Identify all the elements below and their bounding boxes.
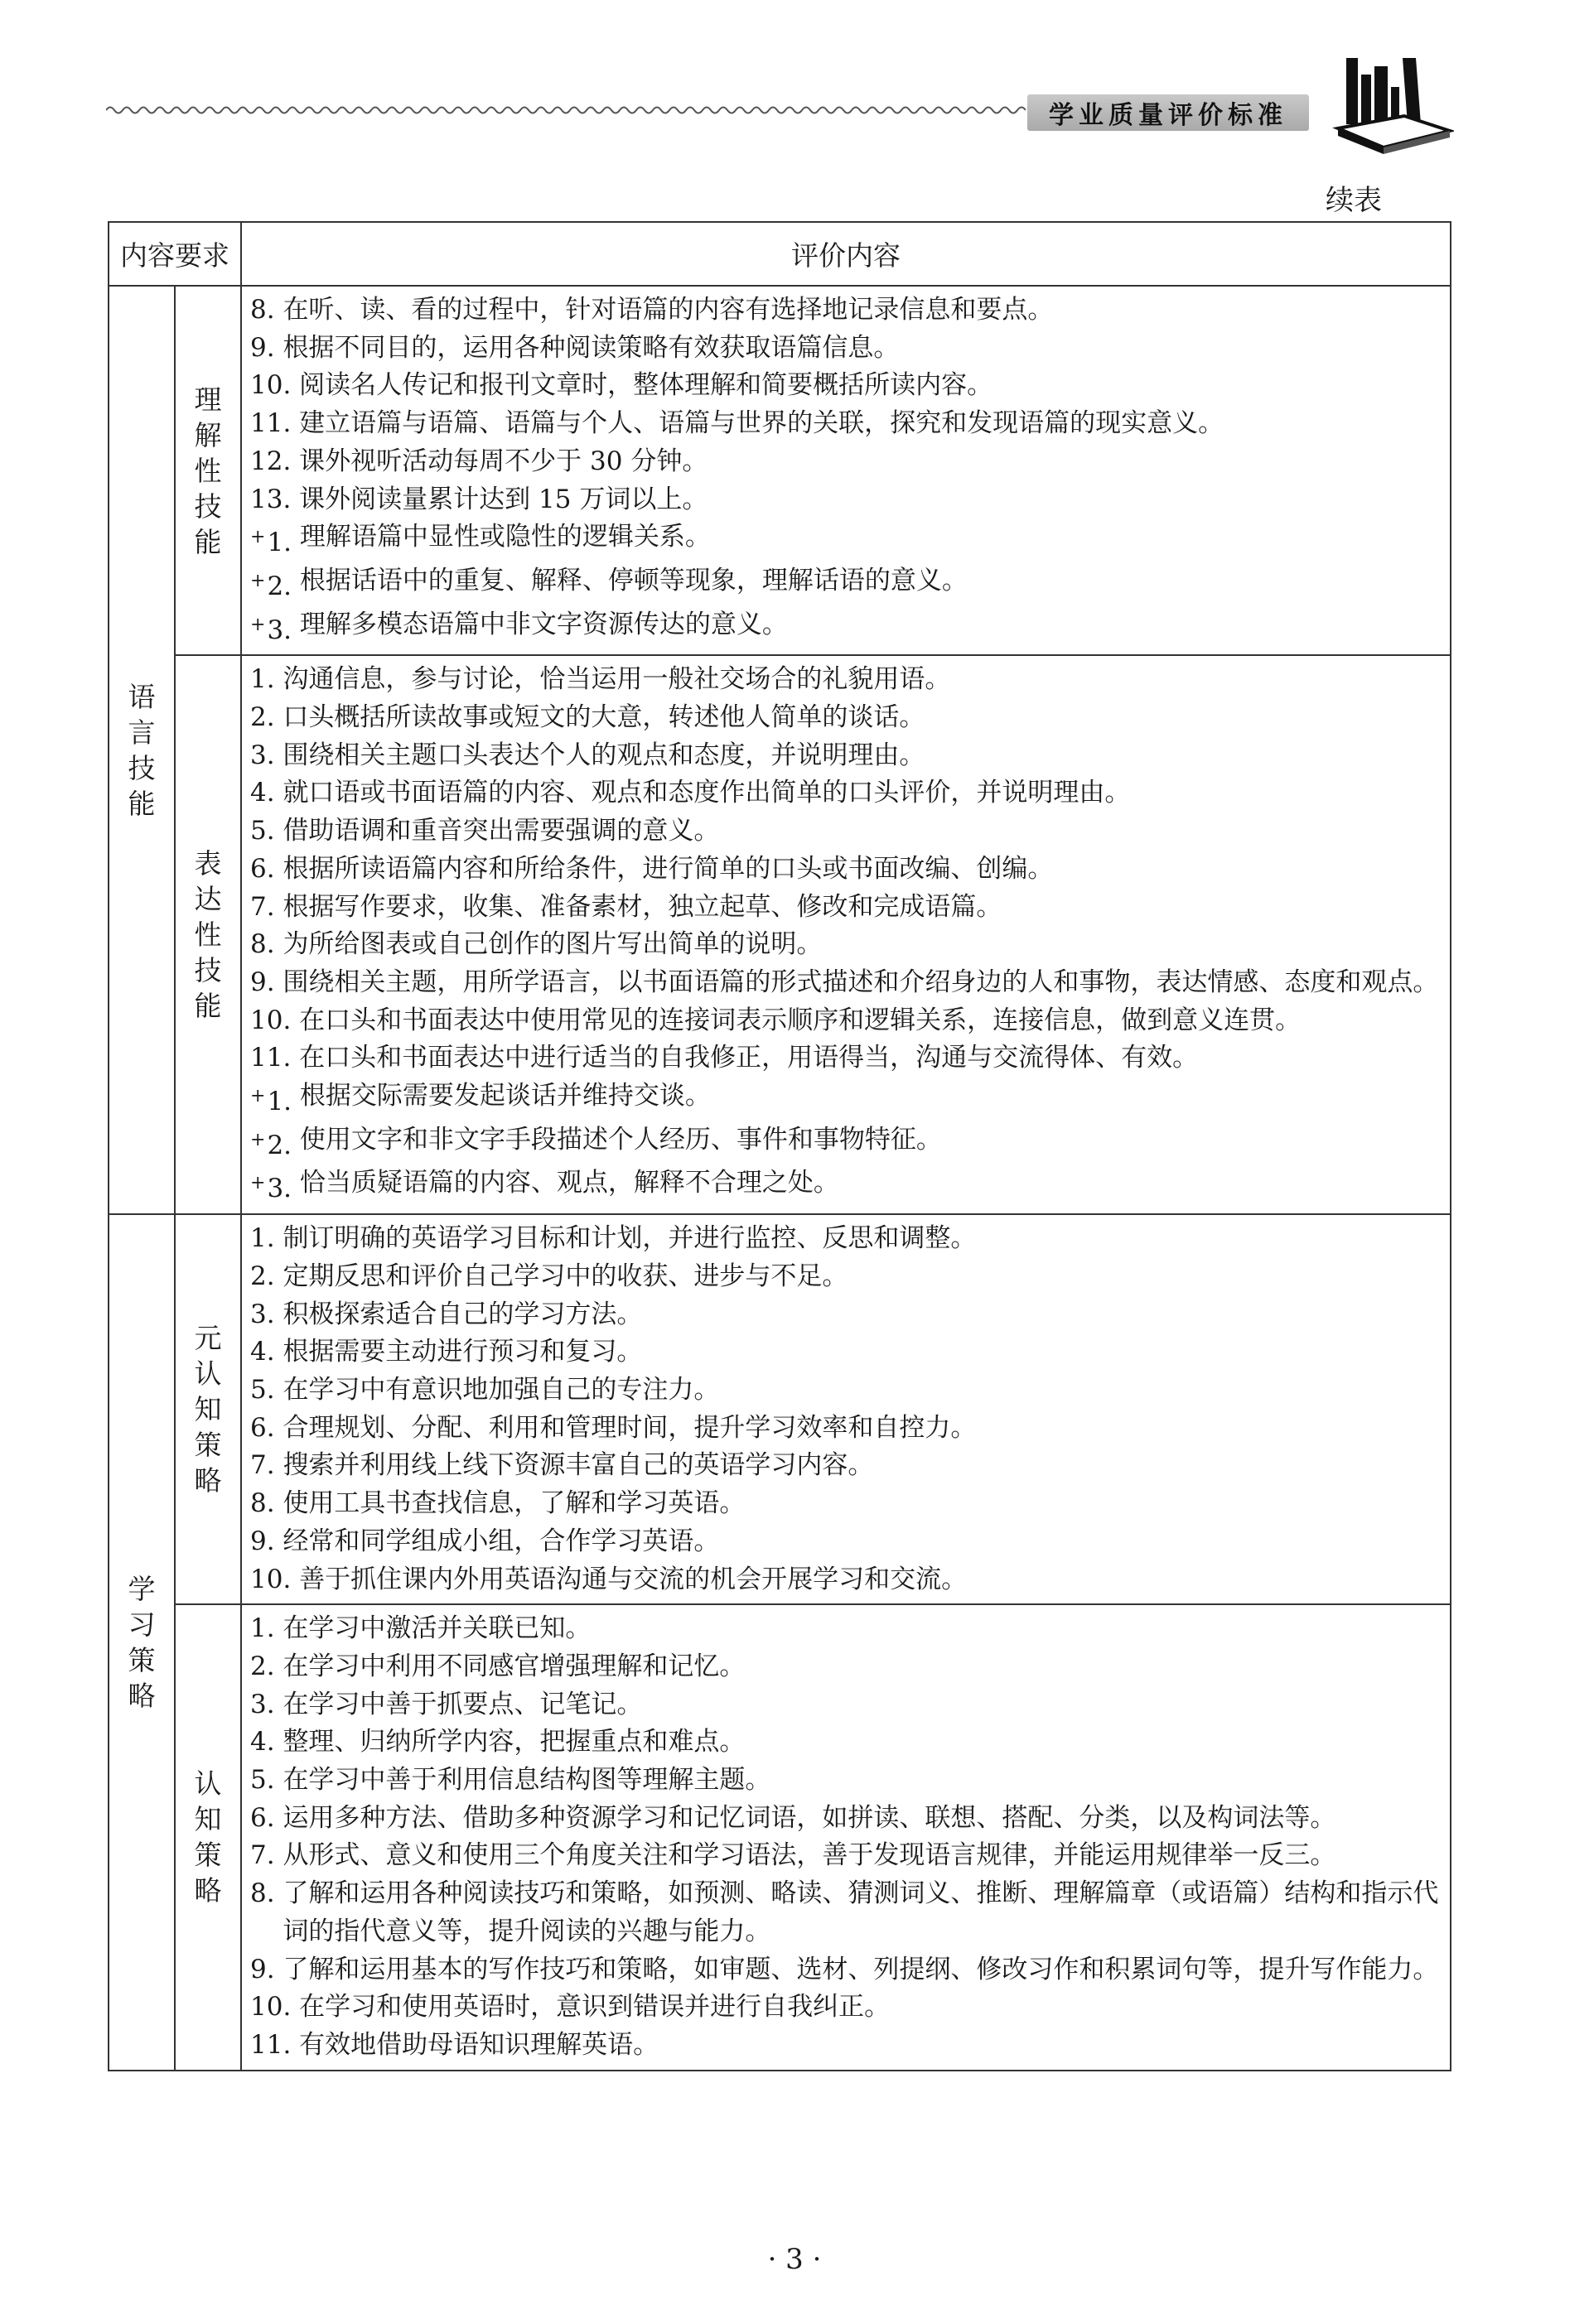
list-item <box>250 1561 1442 1599</box>
list-item <box>250 2027 1442 2065</box>
list-item <box>250 774 1442 812</box>
item-number <box>250 1648 283 1686</box>
subgroup-label: 元认知策略 <box>194 1322 222 1497</box>
item-number <box>250 481 299 519</box>
item-number <box>250 774 283 812</box>
list-item <box>250 562 1442 606</box>
item-text: 口头概括所读故事或短文的大意，转述他人简单的谈话。 <box>283 702 925 733</box>
item-number-text: 9. <box>250 1954 275 1984</box>
item-number-text: 5. <box>250 1765 275 1796</box>
item-number <box>250 1121 300 1165</box>
item-number-text: 1. <box>267 528 292 558</box>
item-number <box>250 1485 283 1523</box>
group-cell <box>109 286 175 1214</box>
list-item <box>250 1989 1442 2027</box>
books-logo-icon <box>1330 50 1454 157</box>
item-number <box>250 1724 283 1762</box>
item-text: 课外视听活动每周不少于 30 分钟。 <box>299 446 708 476</box>
item-text: 围绕相关主题，用所学语言，以书面语篇的形式描述和介绍身边的人和事物，表达情感、态度和观点。 <box>283 967 1439 997</box>
item-number-text: 11. <box>250 408 292 439</box>
list-item <box>250 1164 1442 1208</box>
item-number <box>250 812 283 851</box>
item-number <box>250 964 283 1002</box>
item-number-text: 9. <box>250 332 275 363</box>
item-number <box>250 330 283 368</box>
item-number <box>250 562 300 606</box>
list-item <box>250 1875 1442 1950</box>
item-text: 课外阅读量累计达到 15 万词以上。 <box>299 484 708 514</box>
item-text: 在口头和书面表达中使用常见的连接词表示顺序和逻辑关系，连接信息，做到意义连贯。 <box>299 1005 1302 1035</box>
list-item <box>250 1800 1442 1838</box>
item-number <box>250 518 300 562</box>
list-item <box>250 1485 1442 1523</box>
list-item <box>250 1648 1442 1686</box>
item-text: 沟通信息，参与讨论，恰当运用一般社交场合的礼貌用语。 <box>283 664 951 695</box>
list-item <box>250 1410 1442 1448</box>
item-number-text: 10. <box>250 1005 292 1035</box>
list-item <box>250 292 1442 330</box>
item-text: 运用多种方法、借助多种资源学习和记忆词语，如拼读、联想、搭配、分类，以及构词法等。 <box>283 1802 1336 1833</box>
item-number <box>250 1762 283 1800</box>
item-number-text: 3. <box>250 1299 275 1329</box>
item-number <box>250 1837 283 1875</box>
items-cell <box>241 1604 1451 2070</box>
item-text: 使用工具书查找信息，了解和学习英语。 <box>283 1488 746 1519</box>
item-number <box>250 1039 299 1078</box>
group-label: 语言技能 <box>128 680 156 820</box>
item-number-text: 3. <box>250 740 275 770</box>
evaluation-table <box>108 221 1451 2071</box>
list-item <box>250 661 1442 699</box>
item-text: 合理规划、分配、利用和管理时间，提升学习效率和自控力。 <box>283 1412 977 1443</box>
subgroup-label: 表达性技能 <box>194 847 222 1023</box>
col-header-requirement: 内容要求 <box>109 222 241 286</box>
item-text: 整理、归纳所学内容，把握重点和难点。 <box>283 1727 746 1757</box>
list-item <box>250 606 1442 650</box>
item-number-text: 11. <box>250 2029 292 2060</box>
subgroup-cell <box>175 286 241 655</box>
item-text: 积极探索适合自己的学习方法。 <box>283 1299 643 1329</box>
items-cell <box>241 655 1451 1214</box>
header-banner: 学业质量评价标准 <box>1027 94 1309 131</box>
list-item <box>250 405 1442 443</box>
item-number-text: 12. <box>250 446 292 476</box>
item-text: 在口头和书面表达中进行适当的自我修正，用语得当，沟通与交流得体、有效。 <box>299 1043 1199 1073</box>
list-item <box>250 1039 1442 1078</box>
item-number <box>250 1002 299 1040</box>
item-number <box>250 661 283 699</box>
list-item <box>250 964 1442 1002</box>
list-item <box>250 1258 1442 1296</box>
item-number-text: 8. <box>250 929 275 960</box>
list-item <box>250 1724 1442 1762</box>
item-number <box>250 926 283 964</box>
list-item <box>250 1333 1442 1372</box>
item-number-text: 3. <box>267 1174 292 1204</box>
list-item <box>250 889 1442 927</box>
item-number <box>250 606 300 650</box>
item-number-text: 4. <box>250 1337 275 1367</box>
item-number-text: 8. <box>250 1878 275 1909</box>
item-text: 制订明确的英语学习目标和计划，并进行监控、反思和调整。 <box>283 1223 977 1254</box>
item-number-text: 13. <box>250 484 292 514</box>
item-text: 经常和同学组成小组，合作学习英语。 <box>283 1526 720 1556</box>
group-label: 学习策略 <box>128 1572 156 1712</box>
item-number <box>250 367 299 405</box>
item-number-text: 10. <box>250 370 292 401</box>
item-number <box>250 851 283 889</box>
item-number <box>250 1875 283 1950</box>
group-cell <box>109 1214 175 2070</box>
list-item <box>250 1610 1442 1648</box>
item-number-text: 2. <box>267 571 292 601</box>
item-number <box>250 1523 283 1561</box>
item-number <box>250 292 283 330</box>
item-text: 在学习中善于利用信息结构图等理解主题。 <box>283 1765 771 1796</box>
item-text: 阅读名人传记和报刊文章时，整体理解和简要概括所读内容。 <box>299 370 993 401</box>
item-text: 在学习中激活并关联已知。 <box>283 1613 592 1644</box>
item-number <box>250 1258 283 1296</box>
item-number <box>250 1333 283 1372</box>
item-text: 根据不同目的，运用各种阅读策略有效获取语篇信息。 <box>283 332 900 363</box>
item-plus-mark: + <box>250 614 266 635</box>
list-item <box>250 1296 1442 1334</box>
item-number <box>250 1447 283 1485</box>
item-number-text: 8. <box>250 295 275 325</box>
list-item <box>250 1762 1442 1800</box>
list-item <box>250 330 1442 368</box>
item-text: 根据话语中的重复、解释、停顿等现象，理解话语的意义。 <box>299 565 968 595</box>
item-text: 建立语篇与语篇、语篇与个人、语篇与世界的关联，探究和发现语篇的现实意义。 <box>299 408 1224 439</box>
item-number <box>250 1372 283 1410</box>
item-number <box>250 1296 283 1334</box>
list-item <box>250 1523 1442 1561</box>
item-text: 使用文字和非文字手段描述个人经历、事件和事物特征。 <box>299 1124 942 1155</box>
item-text: 搜索并利用线上线下资源丰富自己的英语学习内容。 <box>283 1450 874 1481</box>
item-number <box>250 1610 283 1648</box>
item-number <box>250 1561 299 1599</box>
item-number-text: 6. <box>250 1412 275 1443</box>
item-text: 在学习和使用英语时，意识到错误并进行自我纠正。 <box>299 1992 891 2023</box>
item-number-text: 7. <box>250 891 275 922</box>
item-text: 就口语或书面语篇的内容、观点和态度作出简单的口头评价，并说明理由。 <box>283 778 1131 808</box>
item-number-text: 2. <box>267 1130 292 1160</box>
subgroup-cell <box>175 1214 241 1604</box>
item-number <box>250 1410 283 1448</box>
col-header-content: 评价内容 <box>241 222 1451 286</box>
item-number-text: 7. <box>250 1840 275 1871</box>
item-text: 根据交际需要发起谈话并维持交谈。 <box>299 1081 711 1111</box>
item-text: 在听、读、看的过程中，针对语篇的内容有选择地记录信息和要点。 <box>283 295 1054 325</box>
item-number-text: 6. <box>250 853 275 884</box>
item-number-text: 6. <box>250 1802 275 1833</box>
page-number: · 3 · <box>767 2243 822 2276</box>
item-number <box>250 1164 300 1208</box>
item-number-text: 1. <box>267 1087 292 1117</box>
item-text: 根据需要主动进行预习和复习。 <box>283 1337 643 1367</box>
item-text: 在学习中有意识地加强自己的专注力。 <box>283 1374 720 1405</box>
item-number <box>250 2027 299 2065</box>
header-wavy-rule <box>106 98 1026 123</box>
item-text: 围绕相关主题口头表达个人的观点和态度，并说明理由。 <box>283 740 925 770</box>
item-number-text: 3. <box>250 1689 275 1719</box>
list-item <box>250 1121 1442 1165</box>
item-number-text: 3. <box>267 615 292 645</box>
continued-label: 续表 <box>1326 184 1382 217</box>
item-number <box>250 443 299 481</box>
list-item <box>250 1372 1442 1410</box>
item-text: 借助语调和重音突出需要强调的意义。 <box>283 816 720 846</box>
item-number-text: 1. <box>250 1223 275 1254</box>
subgroup-cell <box>175 655 241 1214</box>
item-number-text: 9. <box>250 1526 275 1556</box>
item-number-text: 5. <box>250 816 275 846</box>
item-text: 恰当质疑语篇的内容、观点，解释不合理之处。 <box>299 1168 839 1198</box>
item-number <box>250 1078 300 1121</box>
item-number <box>250 405 299 443</box>
item-text: 定期反思和评价自己学习中的收获、进步与不足。 <box>283 1261 848 1291</box>
list-item <box>250 926 1442 964</box>
item-number-text: 7. <box>250 1450 275 1481</box>
subgroup-cell <box>175 1604 241 2070</box>
items-cell <box>241 286 1451 655</box>
item-text: 理解语篇中显性或隐性的逻辑关系。 <box>299 522 711 552</box>
list-item <box>250 1837 1442 1875</box>
subgroup-label: 理解性技能 <box>194 383 222 558</box>
list-item <box>250 1447 1442 1485</box>
item-number-text: 2. <box>250 1261 275 1291</box>
item-number <box>250 1800 283 1838</box>
item-number-text: 1. <box>250 664 275 695</box>
list-item <box>250 367 1442 405</box>
item-text: 根据所读语篇内容和所给条件，进行简单的口头或书面改编、创编。 <box>283 853 1054 884</box>
item-plus-mark: + <box>250 527 266 548</box>
item-text: 从形式、意义和使用三个角度关注和学习语法，善于发现语言规律，并能运用规律举一反三。 <box>283 1840 1336 1871</box>
item-number <box>250 737 283 775</box>
list-item <box>250 699 1442 737</box>
item-number-text: 10. <box>250 1564 292 1594</box>
item-number-text: 2. <box>250 702 275 733</box>
list-item <box>250 812 1442 851</box>
item-plus-mark: + <box>250 1129 266 1150</box>
item-number <box>250 1220 283 1258</box>
item-text: 为所给图表或自己创作的图片写出简单的说明。 <box>283 929 823 960</box>
item-text: 了解和运用各种阅读技巧和策略，如预测、略读、猜测词义、推断、理解篇章（或语篇）结构和指示代词的指代意义等，提升阅读的兴趣与能力。 <box>283 1878 1439 1946</box>
list-item <box>250 481 1442 519</box>
subgroup-label: 认知策略 <box>194 1767 222 1907</box>
item-text: 根据写作要求，收集、准备素材，独立起草、修改和完成语篇。 <box>283 891 1002 922</box>
list-item <box>250 1220 1442 1258</box>
item-number-text: 11. <box>250 1043 292 1073</box>
item-number <box>250 889 283 927</box>
item-number <box>250 699 283 737</box>
item-text: 善于抓住课内外用英语沟通与交流的机会开展学习和交流。 <box>299 1564 968 1594</box>
item-text: 有效地借助母语知识理解英语。 <box>299 2029 659 2060</box>
item-plus-mark: + <box>250 570 266 591</box>
item-plus-mark: + <box>250 1173 266 1194</box>
item-number-text: 4. <box>250 1727 275 1757</box>
item-text: 理解多模态语篇中非文字资源传达的意义。 <box>299 609 788 639</box>
list-item <box>250 851 1442 889</box>
item-number-text: 5. <box>250 1374 275 1405</box>
list-item <box>250 1002 1442 1040</box>
item-number <box>250 1951 283 1989</box>
list-item <box>250 1686 1442 1724</box>
list-item <box>250 737 1442 775</box>
item-number-text: 4. <box>250 778 275 808</box>
item-number-text: 2. <box>250 1651 275 1681</box>
item-number-text: 8. <box>250 1488 275 1519</box>
item-number <box>250 1989 299 2027</box>
item-text: 在学习中善于抓要点、记笔记。 <box>283 1689 643 1719</box>
item-number-text: 1. <box>250 1613 275 1644</box>
list-item <box>250 1951 1442 1989</box>
item-number-text: 9. <box>250 967 275 997</box>
item-number-text: 10. <box>250 1992 292 2023</box>
item-text: 了解和运用基本的写作技巧和策略，如审题、选材、列提纲、修改习作和积累词句等，提升写作能力。 <box>283 1954 1439 1984</box>
item-text: 在学习中利用不同感官增强理解和记忆。 <box>283 1651 746 1681</box>
list-item <box>250 518 1442 562</box>
item-number <box>250 1686 283 1724</box>
items-cell <box>241 1214 1451 1604</box>
list-item <box>250 1078 1442 1121</box>
item-plus-mark: + <box>250 1086 266 1107</box>
list-item <box>250 443 1442 481</box>
